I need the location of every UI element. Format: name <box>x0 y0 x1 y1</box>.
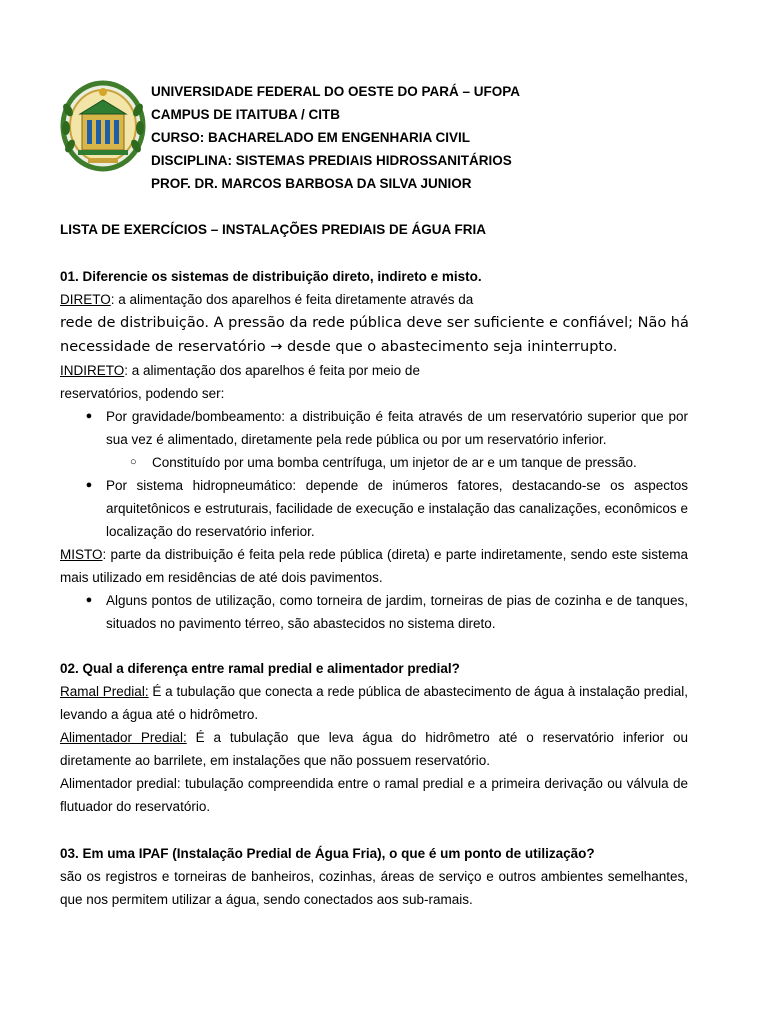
alimentador-label: Alimentador Predial: <box>60 730 187 745</box>
question-1-title: 01. Diferencie os sistemas de distribuição direto, indireto e misto. <box>60 269 482 284</box>
list-item <box>60 474 688 543</box>
ramal-paragraph <box>60 680 688 726</box>
direto-line <box>60 288 688 311</box>
list-item <box>60 589 688 635</box>
question-3-answer: são os registros e torneiras de banheiros, cozinhas, áreas de serviço e outros ambientes semelhantes, que nos permitem utilizar a água, sendo conectados aos sub-ramais. <box>60 869 688 907</box>
campus-name: CAMPUS DE ITAITUBA / CITB <box>151 107 340 122</box>
bullet-icon: ● <box>85 410 93 422</box>
direto-line-3: necessidade de reservatório → desde que o abastecimento seja ininterrupto. <box>60 339 618 355</box>
misto-paragraph <box>60 543 688 589</box>
course-name: CURSO: BACHARELADO EM ENGENHARIA CIVIL <box>151 130 471 145</box>
indireto-line <box>60 359 688 382</box>
question-1-section <box>60 265 688 635</box>
question-3-section <box>60 842 688 911</box>
university-name: UNIVERSIDADE FEDERAL DO OESTE DO PARÁ – UFOPA <box>151 84 521 99</box>
bullet-icon: ● <box>85 594 93 606</box>
page-title: LISTA DE EXERCÍCIOS – INSTALAÇÕES PREDIAIS DE ÁGUA FRIA <box>60 222 487 237</box>
alimentador-paragraph <box>60 726 688 772</box>
misto-text: : parte da distribuição é feita pela rede pública (direta) e parte indiretamente, sendo este sistema mais utilizado em residências de até dois pavimentos. <box>60 547 688 585</box>
indireto-line-2: reservatórios, podendo ser: <box>60 386 225 401</box>
direto-label: DIRETO <box>60 292 111 307</box>
sub-bullet-1-text: Constituído por uma bomba centrífuga, um injetor de ar e um tanque de pressão. <box>152 455 637 470</box>
misto-label: MISTO <box>60 547 103 562</box>
ramal-label: Ramal Predial: <box>60 684 149 699</box>
list-item <box>60 405 688 451</box>
university-logo-icon <box>60 80 146 172</box>
indireto-text: : a alimentação dos aparelhos é feita por meio de <box>124 363 420 378</box>
alimentador-text: É a tubulação que leva água do hidrômetro até o reservatório inferior ou diretamente ao barrilete, em instalações que não possuem reservatório. <box>60 730 688 768</box>
alimentador-2-paragraph: Alimentador predial: tubulação compreendida entre o ramal predial e a primeira derivação ou válvula de flutuador do reservatório. <box>60 776 688 814</box>
question-2-title: 02. Qual a diferença entre ramal predial e alimentador predial? <box>60 661 460 676</box>
list-item <box>60 451 688 474</box>
bullet-1-text: Por gravidade/bombeamento: a distribuição é feita através de um reservatório superior que por sua vez é alimentado, diretamente pela rede pública ou por um reservatório inferior. <box>106 409 688 447</box>
direto-line-2: rede de distribuição. A pressão da rede pública deve ser suficiente e confiável; Não há <box>60 315 689 331</box>
ramal-text: É a tubulação que conecta a rede pública de abastecimento de água à instalação predial, levando a água até o hidrômetro. <box>60 684 688 722</box>
bullet-3-text: Alguns pontos de utilização, como torneira de jardim, torneiras de pias de cozinha e de tanques, situados no pavimento térreo, são abastecidos no sistema direto. <box>106 593 688 631</box>
question-2-section <box>60 657 688 818</box>
bullet-icon: ● <box>85 479 93 491</box>
question-3-title: 03. Em uma IPAF (Instalação Predial de Água Fria), o que é um ponto de utilização? <box>60 846 595 861</box>
sub-bullet-icon: ○ <box>130 456 137 468</box>
discipline-name: DISCIPLINA: SISTEMAS PREDIAIS HIDROSSANITÁRIOS <box>151 153 512 168</box>
professor-name: PROF. DR. MARCOS BARBOSA DA SILVA JUNIOR <box>151 176 472 191</box>
bullet-2-text: Por sistema hidropneumático: depende de inúmeros fatores, destacando-se os aspectos arquitetônicos e estruturais, facilidade de execução e instalação das canalizações, econômicos e localização do reservatório inferior. <box>106 478 688 539</box>
direto-text: : a alimentação dos aparelhos é feita diretamente através da <box>110 292 474 307</box>
indireto-label: INDIRETO <box>60 363 125 378</box>
